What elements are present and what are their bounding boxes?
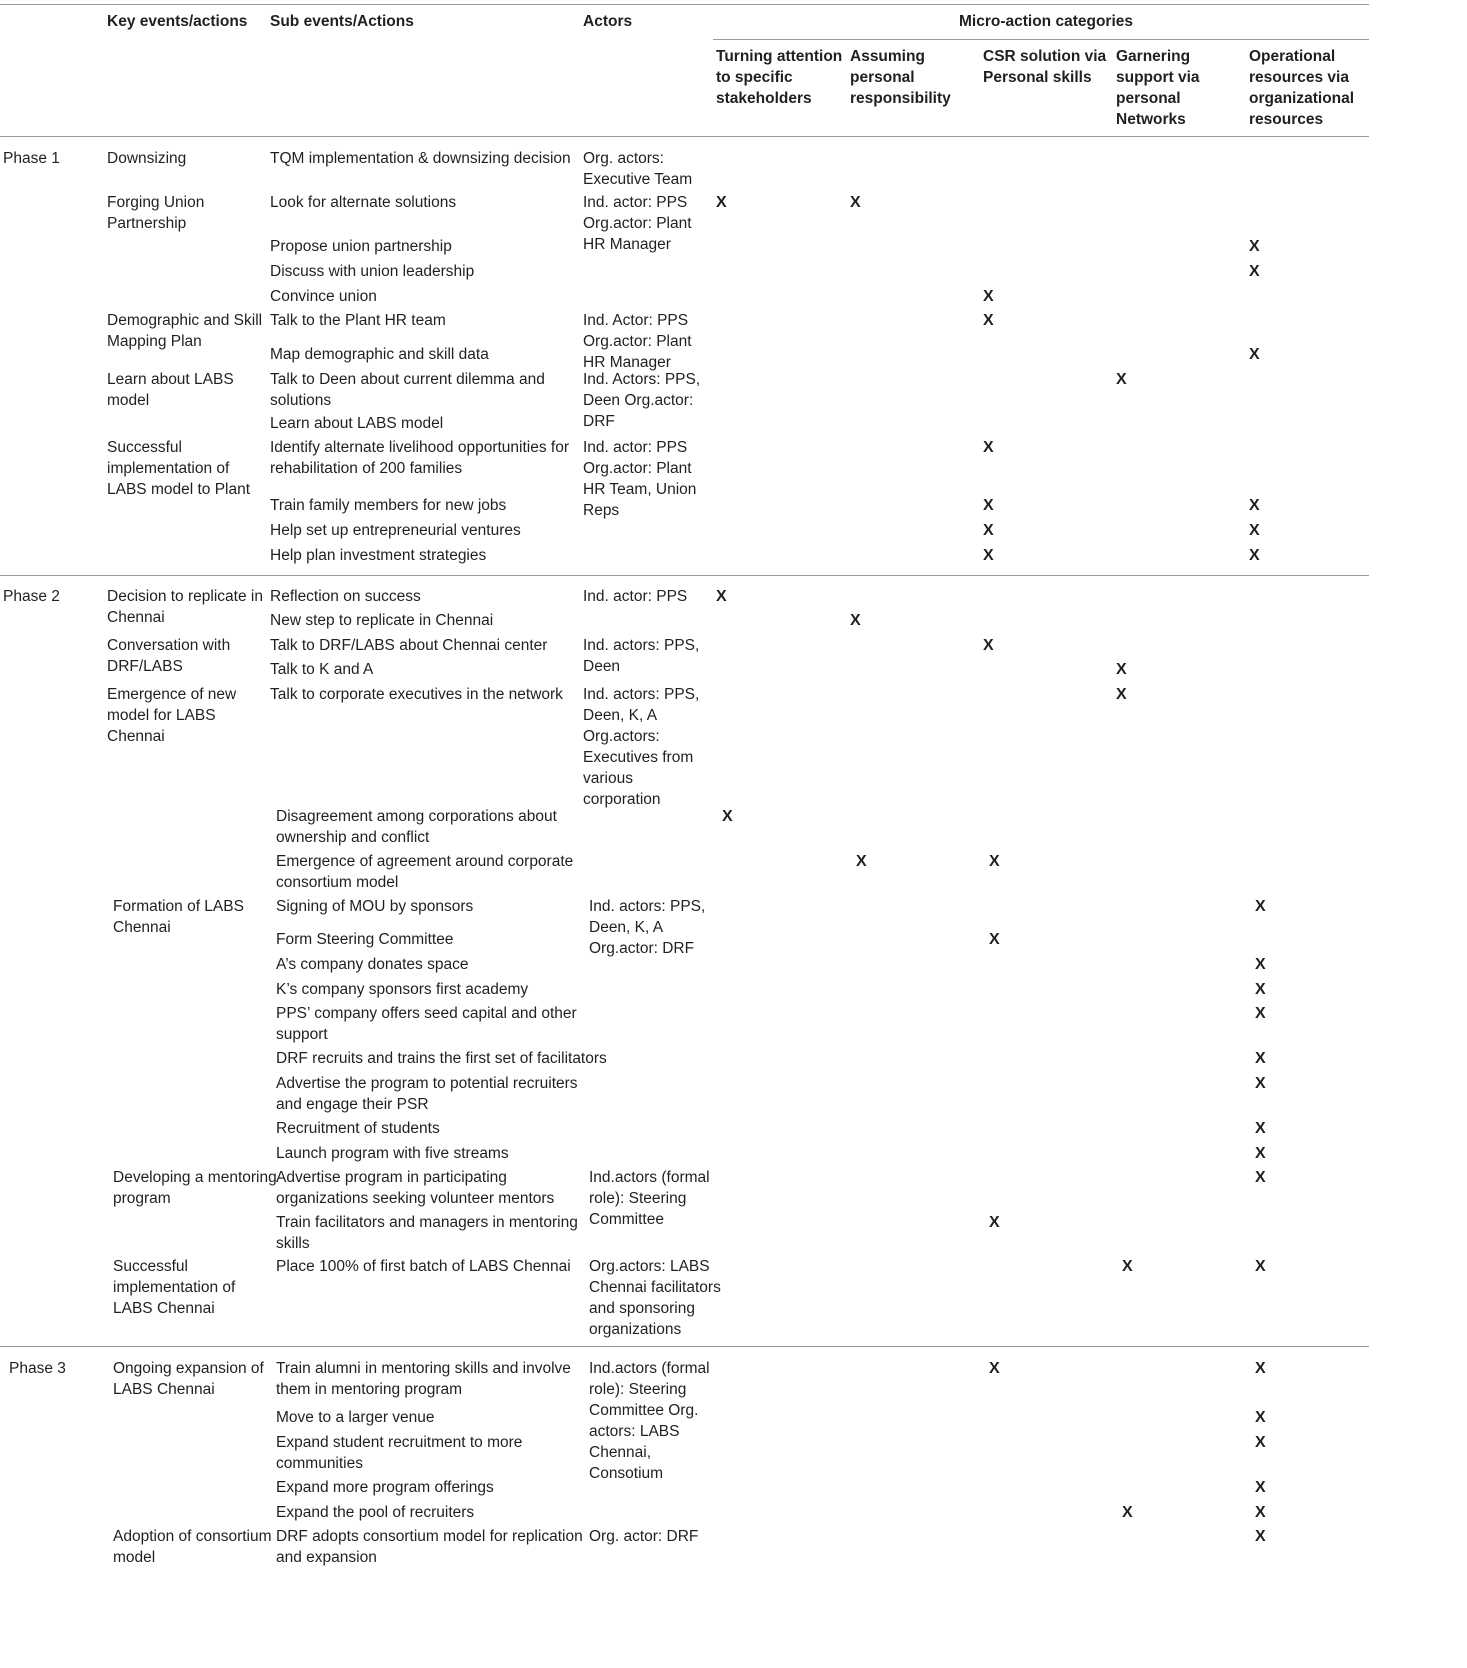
sub-event-row-line: PPS’ company offers seed capital and other [276,1005,577,1022]
sub-event-row [270,610,493,631]
sub-event-row [270,437,569,479]
key-event [113,1256,235,1319]
actor-cell [583,586,687,607]
sub-event-row [270,286,377,307]
sub-event-row [276,1407,435,1428]
actor-cell [583,684,699,810]
sub-event-row-line: rehabilitation of 200 families [270,460,463,477]
key-event-line: Successful [107,439,182,456]
sub-event-row-line: Emergence of agreement around corporate [276,853,574,870]
actor-cell-line: Chennai facilitators [589,1279,721,1296]
actor-cell-line: Ind. actor: PPS [583,588,688,605]
actor-cell [583,310,692,373]
sub-event-row [270,659,373,680]
key-event [113,1358,264,1400]
key-event [113,1526,272,1568]
sub-event-row-line: Propose union partnership [270,238,452,255]
key-event-line: model for LABS [107,707,216,724]
x-mark-category-5: X [1255,1360,1266,1377]
actor-cell [583,192,692,255]
sub-event-row-line: them in mentoring program [276,1381,463,1398]
actor-cell-line: Ind. actors: PPS, [589,898,706,915]
sub-event-row [276,1003,577,1045]
actor-cell-line: various [583,770,633,787]
x-mark-category-5: X [1249,263,1260,280]
actor-cell [589,1167,710,1230]
key-event-line: Forging Union [107,194,205,211]
x-mark-category-3: X [983,637,994,654]
sub-event-row-line: Launch program with five streams [276,1145,509,1162]
sub-event-row-line: Convince union [270,288,377,305]
x-mark-category-5: X [1255,1075,1266,1092]
sub-event-row [276,1143,509,1164]
actor-cell-line: Org.actors: LABS [589,1258,710,1275]
actor-cell [583,437,696,521]
actor-cell-line: Ind.actors (formal [589,1360,710,1377]
sub-event-row-line: skills [276,1235,310,1252]
header-category-1-line: stakeholders [716,90,812,107]
x-mark-category-5: X [1255,1120,1266,1137]
sub-event-row [276,1432,522,1474]
header-category-4-line: personal [1116,90,1181,107]
x-mark-category-5: X [1255,1050,1266,1067]
key-event [107,310,262,352]
sub-event-row-line: ownership and conflict [276,829,430,846]
actor-cell-line: Org.actor: DRF [589,940,695,957]
key-event [107,369,234,411]
actor-cell-line: Org. actor: DRF [589,1528,699,1545]
actor-cell-line: Committee [589,1211,664,1228]
sub-event-row-line: New step to replicate in Chennai [270,612,494,629]
sub-event-row [276,1167,554,1209]
x-mark-category-5: X [1249,522,1260,539]
sub-event-row-line: Train family members for new jobs [270,497,507,514]
key-event [107,586,263,628]
key-event [113,1167,277,1209]
actor-cell-line: Deen, K, A [589,919,664,936]
sub-event-row-line: organizations seeking volunteer mentors [276,1190,555,1207]
header-category-4-line: support via [1116,69,1200,86]
sub-event-row-line: Map demographic and skill data [270,346,489,363]
actor-cell [589,1358,710,1484]
sub-event-row-line: Expand student recruitment to more [276,1434,523,1451]
header-category-3-line: Personal skills [983,69,1092,86]
key-event-line: Mapping Plan [107,333,202,350]
key-event-line: Downsizing [107,150,187,167]
sub-event-row-line: Learn about LABS model [270,415,444,432]
key-event-line: Formation of LABS [113,898,244,915]
x-mark-category-5: X [1255,1409,1266,1426]
actor-cell [589,896,705,959]
sub-event-row [270,495,506,516]
x-mark-category-5: X [1255,1434,1266,1451]
key-event-line: Partnership [107,215,187,232]
sub-event-row-line: Train alumni in mentoring skills and involve [276,1360,571,1377]
actor-cell-line: Ind. actor: PPS [583,194,688,211]
sub-event-row-line: Reflection on success [270,588,421,605]
key-event [107,437,250,500]
actor-cell-line: Org.actor: Plant [583,460,692,477]
sub-event-row [276,1502,474,1523]
phase-label-3: Phase 3 [9,1360,66,1377]
sub-event-row-line: Talk to K and A [270,661,374,678]
sub-event-row-line: Place 100% of first batch of LABS Chennai [276,1258,571,1275]
header-category-4-line: Garnering [1116,48,1191,65]
x-mark-category-5: X [1255,1479,1266,1496]
header-actors: Actors [583,13,633,30]
x-mark-category-3: X [983,288,994,305]
sub-event-row-line: Talk to the Plant HR team [270,312,446,329]
x-mark-category-3: X [989,1360,1000,1377]
sub-event-row-line: Help plan investment strategies [270,547,487,564]
micro-categories-rule [713,39,1369,40]
actor-cell [589,1526,698,1547]
x-mark-category-5: X [1249,238,1260,255]
actor-cell-line: HR Team, Union [583,481,697,498]
actor-cell-line: Executives from [583,749,694,766]
actor-cell-line: actors: LABS [589,1423,680,1440]
actor-cell-line: and sponsoring [589,1300,695,1317]
key-event-line: Ongoing expansion of [113,1360,264,1377]
sub-event-row-line: Advertise program in participating [276,1169,507,1186]
actor-cell-line: Chennai, [589,1444,652,1461]
header-category-1-line: to specific [716,69,793,86]
key-event-line: Chennai [107,609,165,626]
sub-event-row-line: Look for alternate solutions [270,194,457,211]
header-category-5-line: resources via [1249,69,1349,86]
x-mark-category-5: X [1255,1005,1266,1022]
sub-event-row [276,1358,571,1400]
x-mark-category-5: X [1255,1169,1266,1186]
sub-event-row-line: K’s company sponsors first academy [276,981,529,998]
sub-event-row-line: and expansion [276,1549,377,1566]
actor-cell [589,1256,721,1340]
x-mark-category-2: X [850,194,861,211]
sub-event-row-line: Talk to Deen about current dilemma and [270,371,545,388]
x-mark-category-4: X [1116,661,1127,678]
x-mark-category-5: X [1255,1528,1266,1545]
actor-cell-line: HR Manager [583,354,671,371]
sub-event-row [270,413,443,434]
sub-event-row-line: Help set up entrepreneurial ventures [270,522,521,539]
x-mark-category-3: X [983,312,994,329]
actor-cell-line: Ind. actor: PPS [583,439,688,456]
key-event-line: Learn about LABS [107,371,234,388]
key-event [107,192,204,234]
sub-event-row [276,1526,583,1568]
sub-event-row [270,148,571,169]
header-category-5 [1249,46,1354,130]
header-category-4-line: Networks [1116,111,1186,128]
key-event-line: LABS Chennai [113,1300,215,1317]
sub-event-row [276,954,468,975]
sub-event-row [270,344,489,365]
header-sub-events: Sub events/Actions [270,13,414,30]
header-bottom-rule [0,136,1369,137]
x-mark-category-3: X [989,853,1000,870]
sub-event-row-line: Expand the pool of recruiters [276,1504,475,1521]
sub-event-row [276,1477,494,1498]
actor-cell-line: Deen, K, A [583,707,658,724]
key-event-line: Developing a mentoring [113,1169,277,1186]
phase-label-2: Phase 2 [3,588,60,605]
top-rule [0,4,1369,5]
actor-cell-line: DRF [583,413,615,430]
actor-cell [583,369,700,432]
x-mark-category-3: X [983,547,994,564]
actor-cell-line: Org.actor: Plant [583,215,692,232]
actor-cell-line: Executive Team [583,171,693,188]
key-event-line: Decision to replicate in [107,588,263,605]
actor-cell-line: Ind. Actors: PPS, [583,371,701,388]
sub-event-row-line: communities [276,1455,363,1472]
key-event [107,148,186,169]
sub-event-row-line: support [276,1026,328,1043]
key-event-line: program [113,1190,171,1207]
header-category-1 [716,46,842,109]
sub-event-row-line: Advertise the program to potential recruiters [276,1075,578,1092]
actor-cell-line: Org.actors: [583,728,660,745]
key-event-line: DRF/LABS [107,658,183,675]
sub-event-row [270,192,456,213]
actor-cell [583,635,699,677]
actor-cell-line: Org.actor: Plant [583,333,692,350]
x-mark-category-4: X [1116,686,1127,703]
key-event-line: Demographic and Skill [107,312,263,329]
sub-event-row-line: consortium model [276,874,399,891]
sub-event-row-line: Signing of MOU by sponsors [276,898,474,915]
actor-cell [583,148,692,190]
sub-event-row-line: Discuss with union leadership [270,263,475,280]
key-event-line: implementation of [107,460,230,477]
sub-event-row-line: solutions [270,392,332,409]
key-event [107,684,236,747]
header-category-5-line: Operational [1249,48,1336,65]
x-mark-category-4: X [1116,371,1127,388]
x-mark-category-3: X [983,439,994,456]
header-key-events: Key events/actions [107,13,248,30]
key-event-line: Successful [113,1258,188,1275]
key-event-line: Emergence of new [107,686,237,703]
actor-cell-line: Org. actors: [583,150,664,167]
sub-event-row-line: and engage their PSR [276,1096,429,1113]
key-event [113,896,244,938]
header-category-2 [850,46,951,109]
x-mark-category-5: X [1249,497,1260,514]
x-mark-category-5: X [1249,346,1260,363]
actor-cell-line: Ind. actors: PPS, [583,637,700,654]
x-mark-category-2: X [850,612,861,629]
sub-event-row [270,520,521,541]
actor-cell-line: role): Steering [589,1381,687,1398]
x-mark-category-4: X [1122,1258,1133,1275]
sub-event-row-line: Expand more program offerings [276,1479,494,1496]
header-micro-action-categories: Micro-action categories [959,13,1133,30]
sub-event-row [270,236,452,257]
x-mark-category-5: X [1249,547,1260,564]
sub-event-row [276,1256,571,1277]
header-category-2-line: personal [850,69,915,86]
sub-event-row [276,979,528,1000]
sub-event-row [270,586,421,607]
x-mark-category-5: X [1255,1145,1266,1162]
sub-event-row-line: Talk to DRF/LABS about Chennai center [270,637,548,654]
key-event-line: model [107,392,150,409]
sub-event-row [276,929,453,950]
x-mark-category-1: X [716,588,727,605]
actor-cell-line: corporation [583,791,661,808]
actor-cell-line: HR Manager [583,236,671,253]
sub-event-row [276,851,573,893]
key-event-line: LABS Chennai [113,1381,215,1398]
key-event-line: Chennai [113,919,171,936]
x-mark-category-2: X [856,853,867,870]
sub-event-row-line: Recruitment of students [276,1120,440,1137]
actor-cell-line: Ind. actors: PPS, [583,686,700,703]
header-category-3-line: CSR solution via [983,48,1107,65]
sub-event-row-line: DRF adopts consortium model for replication [276,1528,583,1545]
sub-event-row [276,1048,607,1069]
sub-event-row [276,1073,578,1115]
sub-event-row [270,635,547,656]
header-category-3 [983,46,1106,88]
x-mark-category-3: X [983,522,994,539]
header-category-4 [1116,46,1200,130]
x-mark-category-5: X [1255,1258,1266,1275]
actor-cell-line: Committee Org. [589,1402,699,1419]
phase-1-bottom-rule [0,575,1369,576]
sub-event-row [276,896,473,917]
sub-event-row-line: A’s company donates space [276,956,469,973]
x-mark-category-5: X [1255,898,1266,915]
phase-2-bottom-rule [0,1346,1369,1347]
x-mark-category-5: X [1255,956,1266,973]
sub-event-row [270,684,563,705]
key-event-line: LABS model to Plant [107,481,251,498]
actor-cell-line: Deen Org.actor: [583,392,694,409]
actor-cell-line: Deen [583,658,621,675]
x-mark-category-1: X [716,194,727,211]
sub-event-row [270,261,474,282]
key-event [107,635,230,677]
x-mark-category-4: X [1122,1504,1133,1521]
x-mark-category-1: X [722,808,733,825]
actor-cell-line: role): Steering [589,1190,687,1207]
sub-event-row [270,369,545,411]
sub-event-row [276,1118,440,1139]
key-event-line: Adoption of consortium [113,1528,272,1545]
key-event-line: model [113,1549,156,1566]
x-mark-category-3: X [989,1214,1000,1231]
header-category-2-line: responsibility [850,90,951,107]
x-mark-category-5: X [1255,981,1266,998]
header-category-1-line: Turning attention [716,48,843,65]
key-event-line: Chennai [107,728,165,745]
x-mark-category-3: X [989,931,1000,948]
header-category-5-line: resources [1249,111,1324,128]
header-category-5-line: organizational [1249,90,1355,107]
sub-event-row [276,1212,578,1254]
sub-event-row-line: Disagreement among corporations about [276,808,557,825]
key-event-line: implementation of [113,1279,236,1296]
sub-event-row-line: Form Steering Committee [276,931,454,948]
phase-label-1: Phase 1 [3,150,60,167]
x-mark-category-3: X [983,497,994,514]
actor-cell-line: Reps [583,502,620,519]
sub-event-row-line: Move to a larger venue [276,1409,435,1426]
key-event-line: Conversation with [107,637,231,654]
x-mark-category-5: X [1255,1504,1266,1521]
actor-cell-line: organizations [589,1321,682,1338]
sub-event-row-line: TQM implementation & downsizing decision [270,150,571,167]
sub-event-row [270,545,486,566]
sub-event-row-line: DRF recruits and trains the first set of facilitators [276,1050,607,1067]
actor-cell-line: Consotium [589,1465,664,1482]
sub-event-row [270,310,446,331]
sub-event-row-line: Talk to corporate executives in the network [270,686,563,703]
sub-event-row-line: Identify alternate livelihood opportunities for [270,439,569,456]
actor-cell-line: Ind. Actor: PPS [583,312,689,329]
sub-event-row [276,806,557,848]
sub-event-row-line: Train facilitators and managers in mentoring [276,1214,578,1231]
actor-cell-line: Ind.actors (formal [589,1169,710,1186]
header-category-2-line: Assuming [850,48,925,65]
